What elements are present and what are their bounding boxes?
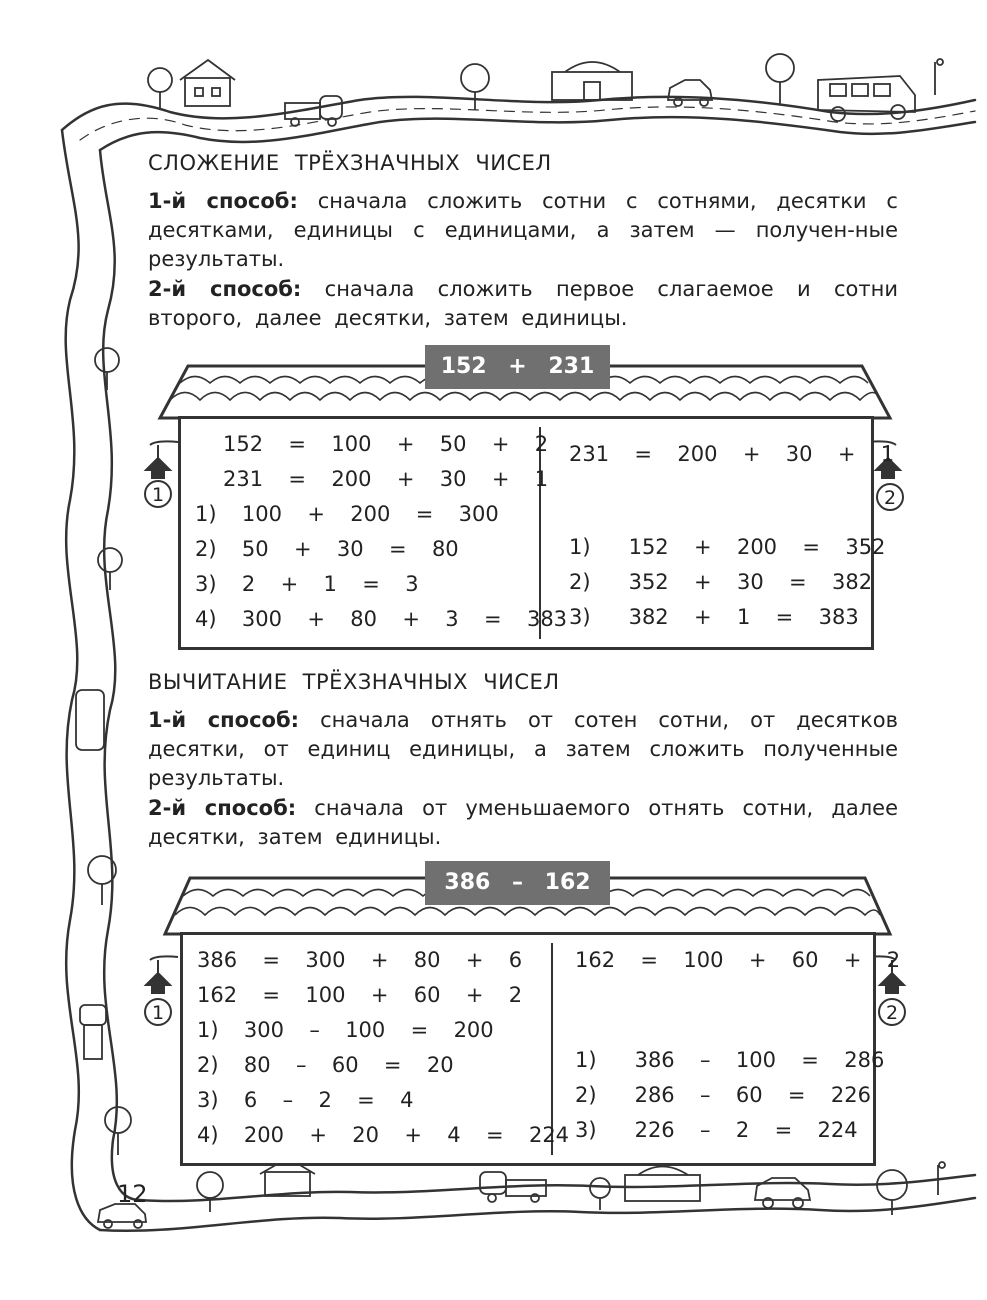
method1-label: 1-й способ: bbox=[148, 189, 298, 213]
subtraction-right-line: 2) 286 – 60 = 226 bbox=[575, 1083, 871, 1107]
addition-left-line: 152 = 100 + 50 + 2 bbox=[223, 432, 549, 456]
subtraction-left-line: 3) 6 – 2 = 4 bbox=[197, 1088, 414, 1112]
addition-left-line: 3) 2 + 1 = 3 bbox=[195, 572, 419, 596]
method1-text: сначала отнять от сотен сотни, от десятков десятки, от единиц единицы, а затем сложить полученные результаты. bbox=[148, 708, 898, 790]
subtraction-right-line: 3) 226 – 2 = 224 bbox=[575, 1118, 858, 1142]
subtraction-right-line: 162 = 100 + 60 + 2 bbox=[575, 948, 901, 972]
subtraction-left-line: 1) 300 – 100 = 200 bbox=[197, 1018, 494, 1042]
tree-icon bbox=[197, 1172, 223, 1212]
method2-label: 2-й способ: bbox=[148, 277, 302, 301]
method-badge-right: 2 bbox=[883, 487, 897, 509]
station-icon bbox=[625, 1167, 700, 1202]
addition-right-line: 1) 152 + 200 = 352 bbox=[569, 535, 886, 559]
method1-label: 1-й способ: bbox=[148, 708, 300, 732]
house-icon bbox=[180, 60, 235, 106]
page-number: 12 bbox=[117, 1180, 148, 1208]
top-road-inner bbox=[100, 117, 975, 150]
truck-icon bbox=[80, 1005, 106, 1059]
subtraction-right-line: 1) 386 – 100 = 286 bbox=[575, 1048, 885, 1072]
subtraction-example-banner: 386 – 162 bbox=[425, 861, 610, 905]
tree-icon bbox=[766, 54, 794, 105]
subtraction-box bbox=[180, 932, 901, 1166]
subtraction-heading: ВЫЧИТАНИЕ ТРЁХЗНАЧНЫХ ЧИСЕЛ bbox=[148, 670, 560, 694]
station-icon bbox=[552, 62, 632, 100]
car-icon bbox=[668, 80, 712, 106]
top-road-outer bbox=[62, 97, 975, 130]
addition-left-line: 1) 100 + 200 = 300 bbox=[195, 502, 499, 526]
subtraction-left-line: 162 = 100 + 60 + 2 bbox=[197, 983, 523, 1007]
left-road-outer bbox=[62, 130, 100, 1230]
method-badge-left: 1 bbox=[151, 484, 165, 506]
tree-icon bbox=[105, 1107, 131, 1155]
subtraction-method1 bbox=[148, 706, 898, 793]
method2-label: 2-й способ: bbox=[148, 796, 297, 820]
subtraction-left-line: 2) 80 – 60 = 20 bbox=[197, 1053, 454, 1077]
tree-icon bbox=[98, 548, 122, 590]
addition-method2 bbox=[148, 275, 898, 333]
method-badge-left: 1 bbox=[151, 1002, 165, 1024]
addition-method1 bbox=[148, 187, 898, 274]
addition-heading: СЛОЖЕНИЕ ТРЁХЗНАЧНЫХ ЧИСЕЛ bbox=[148, 151, 552, 175]
left-road-inner bbox=[100, 150, 140, 1200]
tree-icon bbox=[148, 68, 172, 108]
addition-right-line: 2) 352 + 30 = 382 bbox=[569, 570, 873, 594]
subtraction-left-line: 4) 200 + 20 + 4 = 224 bbox=[197, 1123, 570, 1147]
subtraction-method2 bbox=[148, 794, 898, 852]
method-badge-right: 2 bbox=[885, 1002, 899, 1024]
van-icon bbox=[76, 690, 104, 750]
addition-box bbox=[178, 416, 895, 650]
subtraction-left-line: 386 = 300 + 80 + 6 bbox=[197, 948, 523, 972]
method2-text: сначала сложить первое слагаемое и сотни второго, далее десятки, затем единицы. bbox=[148, 277, 898, 330]
addition-right-line: 3) 382 + 1 = 383 bbox=[569, 605, 859, 629]
method2-text: сначала от уменьшаемого отнять сотни, далее десятки, затем единицы. bbox=[148, 796, 898, 849]
lantern-icon bbox=[146, 441, 178, 478]
addition-left-line: 4) 300 + 80 + 3 = 383 bbox=[195, 607, 568, 631]
lantern-icon bbox=[146, 956, 178, 993]
addition-right-line: 231 = 200 + 30 + 1 bbox=[569, 442, 895, 466]
method1-text: сначала сложить сотни с сотнями, десятки с десятками, единицы с единицами, а затем — получен-ные результаты. bbox=[148, 189, 898, 271]
bottom-road-outer bbox=[100, 1198, 975, 1231]
lamp-icon bbox=[935, 59, 943, 95]
tree-icon bbox=[461, 64, 489, 110]
addition-left-line: 231 = 200 + 30 + 1 bbox=[223, 467, 549, 491]
addition-left-line: 2) 50 + 30 = 80 bbox=[195, 537, 459, 561]
tree-icon bbox=[95, 348, 119, 390]
tree-icon bbox=[590, 1178, 610, 1210]
addition-example-banner: 152 + 231 bbox=[425, 345, 610, 389]
